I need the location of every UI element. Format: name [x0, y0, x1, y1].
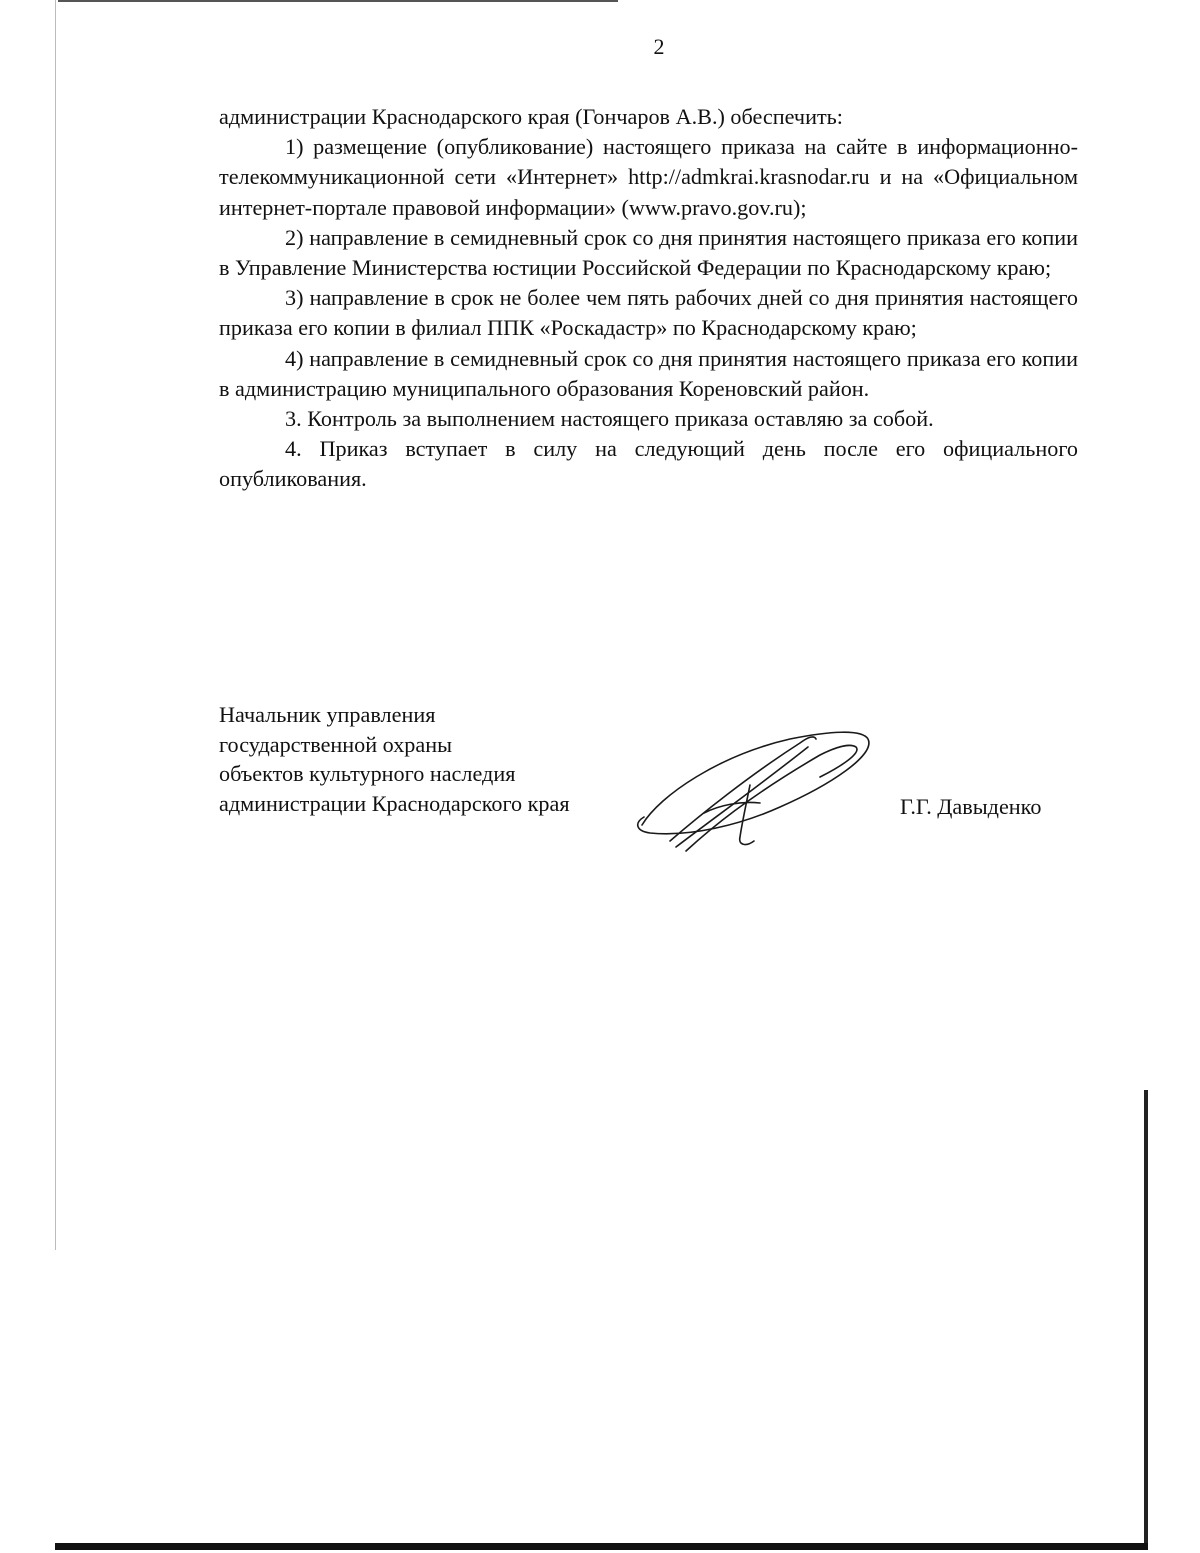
signatory-title-line: государственной охраны	[219, 731, 453, 757]
paragraph-clause-3: 3. Контроль за выполнением настоящего приказа оставляю за собой.	[285, 406, 934, 432]
paragraph-clause-4: 4. Приказ вступает в силу на следующий день после его официального опубликования.	[219, 436, 1078, 492]
signatory-title-line: администрации Краснодарского края	[219, 790, 570, 816]
signatory-title-line: объектов культурного наследия	[219, 761, 516, 786]
paragraph-intro: администрации Краснодарского края (Гончаров А.В.) обеспечить:	[219, 104, 843, 129]
scan-edge-right	[1144, 1090, 1148, 1550]
signatory-title-line: Начальник управления	[219, 702, 436, 727]
signatory-name: Г.Г. Давыденко	[900, 794, 1042, 819]
paragraph-item-4: 4) направление в семидневный срок со дня принятия настоящего приказа его копии в администрацию муниципального образования Кореновский район.	[219, 345, 1078, 401]
page-number: 2	[653, 34, 665, 59]
handwritten-signature	[630, 725, 880, 855]
scan-edge-bottom	[55, 1543, 1148, 1550]
scan-edge-top	[58, 0, 618, 2]
paragraph-item-2: 2) направление в семидневный срок со дня принятия настоящего приказа его копии в Управление Министерства юстиции Российской Федерации по Краснодарскому краю;	[219, 224, 1078, 281]
signatory-title	[219, 700, 570, 818]
scan-edge-left	[55, 0, 56, 1250]
paragraph-item-3: 3) направление в срок не более чем пять рабочих дней со дня принятия настоящего приказа его копии в филиал ППК «Роскадастр» по Краснодарскому краю;	[219, 285, 1078, 341]
document-body	[219, 102, 1078, 495]
paragraph-item-1: 1) размещение (опубликование) настоящего приказа на сайте в информационно-телекоммуникационной сети «Интернет» http://admkrai.krasnodar.ru и на «Официальном интернет-портале правовой информации» (www.pravo.gov.ru);	[219, 134, 1078, 220]
